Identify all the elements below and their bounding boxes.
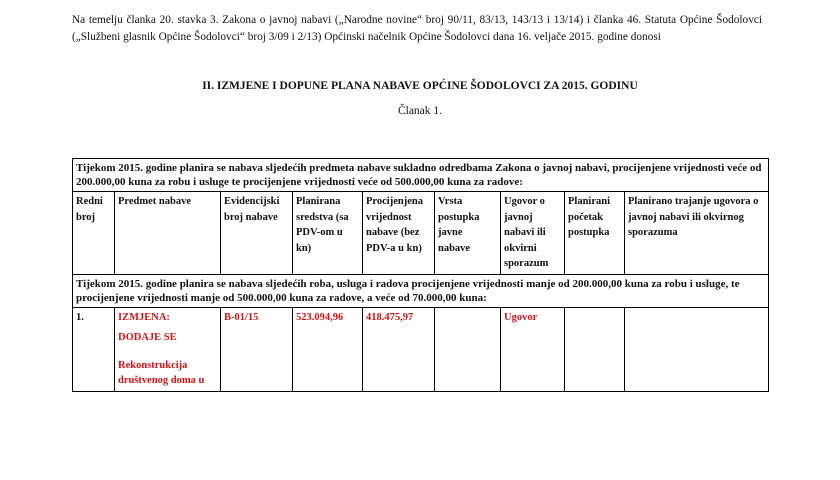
header-duration: Planirano trajanje ugovora o javnoj nabavi ili okvirnog sporazuma	[625, 192, 769, 275]
section-above-threshold: Tijekom 2015. godine planira se nabava sljedećih predmeta nabave sukladno odredbama Zakona o javnoj nabavi, procijenjene vrijednosti veće od 200.000,00 kuna za robu i usluge te procijenjene vrijednosti veće od 500.000,00 kuna za radove:	[73, 159, 769, 192]
header-contract-type: Ugovor o javnoj nabavi ili okvirni sporazum	[501, 192, 565, 275]
row-number: 1.	[73, 307, 115, 391]
document-title: II. IZMJENE I DOPUNE PLANA NABAVE OPĆINE ŠODOLOVCI ZA 2015. GODINU	[202, 80, 638, 92]
header-estimated-value: Procijenjena vrijednost nabave (bez PDV-a u kn)	[363, 192, 435, 275]
header-ordinal: Redni broj	[73, 192, 115, 275]
intro-paragraph: Na temelju članka 20. stavka 3. Zakona o javnoj nabavi („Narodne novine“ broj 90/11, 83/13, 143/13 i 13/14) i članka 46. Statuta Općine Šodolovci („Službeni glasnik Općine Šodolovci“ broj 3/09 i 2/13) Općinski načelnik Općine Šodolovci dana 16. veljače 2015. godine donosi	[72, 14, 762, 43]
table-row	[73, 307, 769, 391]
row-evidence-number: B-01/15	[221, 307, 293, 391]
row-planned-funds: 523.094,96	[293, 307, 363, 391]
row-procedure-type	[435, 307, 501, 391]
row-contract-type: Ugovor	[501, 307, 565, 391]
row-subject	[115, 307, 221, 391]
header-planned-funds: Planirana sredstva (sa PDV-om u kn)	[293, 192, 363, 275]
table-header-row	[73, 192, 769, 275]
procurement-plan-table	[72, 158, 769, 392]
header-evidence-number: Evidencijski broj nabave	[221, 192, 293, 275]
row-planned-start	[565, 307, 625, 391]
row-estimated-value: 418.475,97	[363, 307, 435, 391]
section-below-threshold: Tijekom 2015. godine planira se nabava sljedećih roba, usluga i radova procijenjene vrijednosti manje od 200.000,00 kuna za robu i usluge, te procijenjene vrijednosti manje od 500.000,00 kuna za radove, a veće od 70.000,00 kuna:	[73, 274, 769, 307]
subject-add-label: DODAJE SE	[118, 332, 177, 343]
subject-change-label: IZMJENA:	[118, 311, 170, 323]
article-heading: Članak 1.	[397, 105, 443, 117]
header-procedure-type: Vrsta postupka javne nabave	[435, 192, 501, 275]
row-duration	[625, 307, 769, 391]
subject-description: Rekonstrukcija društvenog doma u	[118, 359, 205, 386]
header-planned-start: Planirani početak postupka	[565, 192, 625, 275]
header-subject: Predmet nabave	[115, 192, 221, 275]
